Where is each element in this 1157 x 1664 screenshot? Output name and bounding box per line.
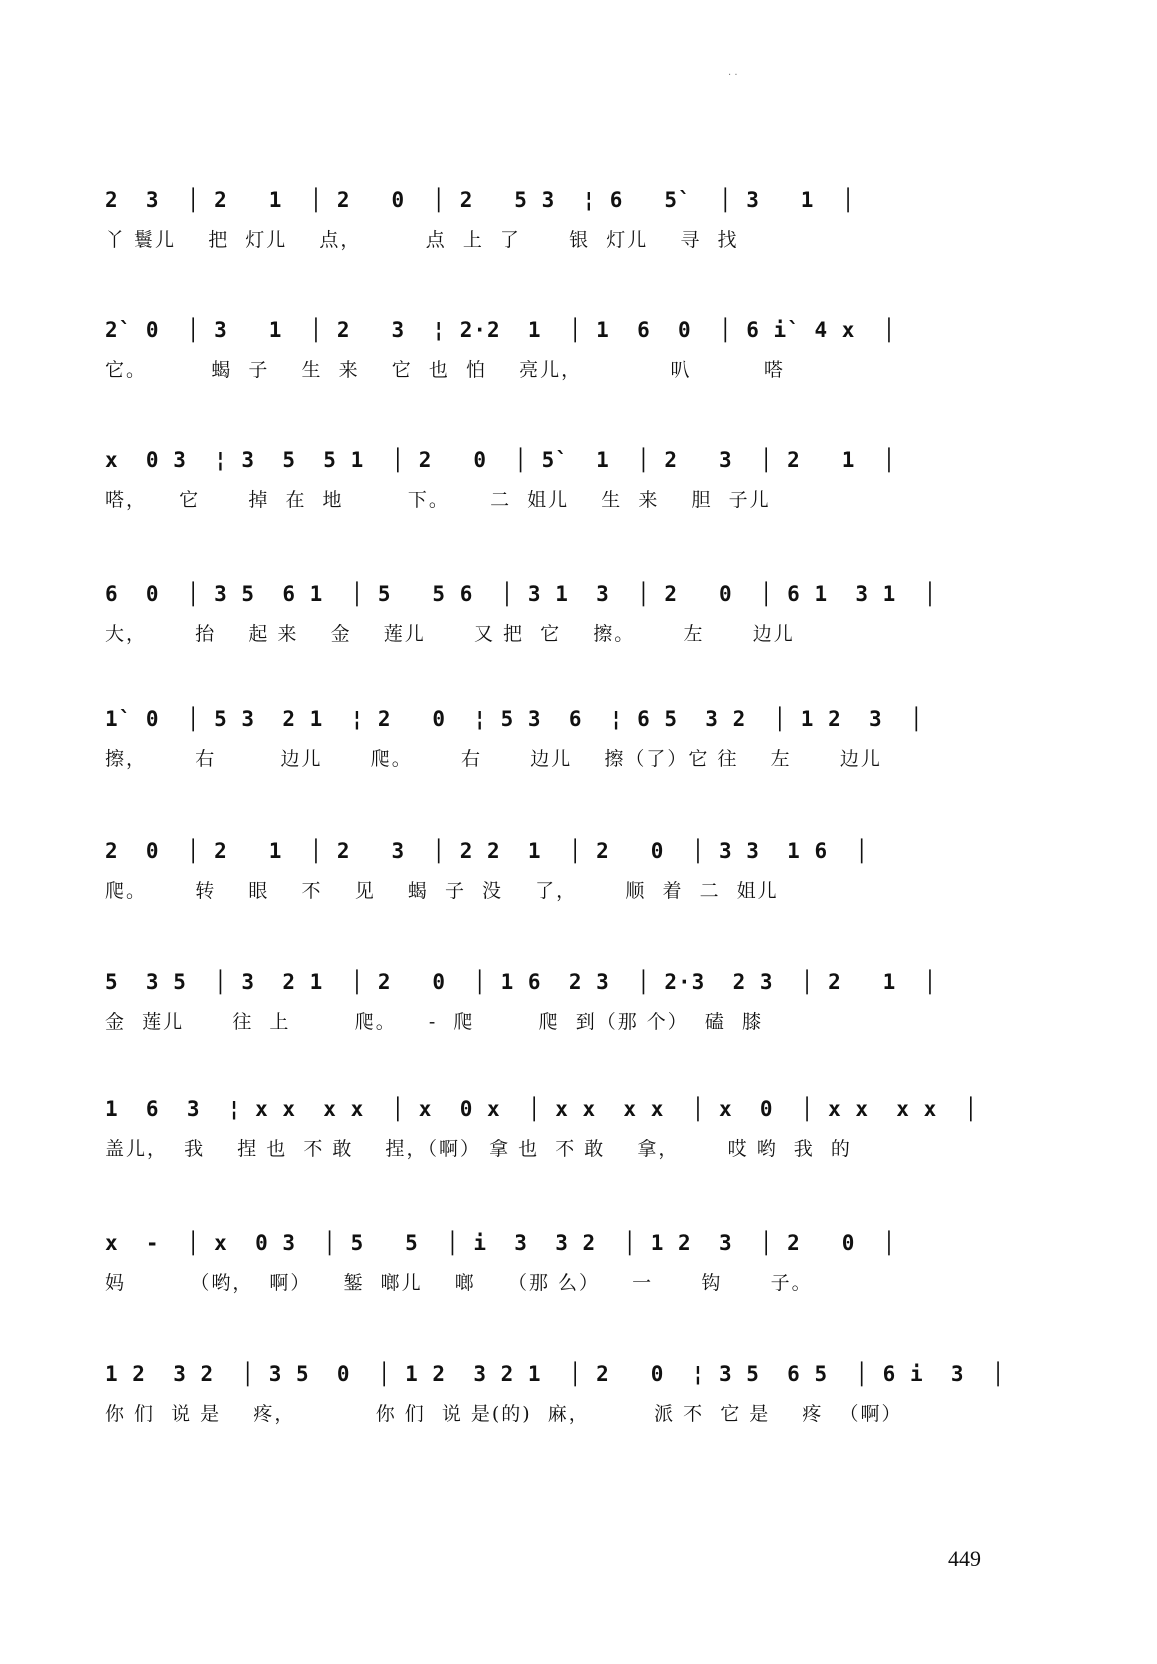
notation-line: 2` 0 │ 3 1 │ 2 3 ¦ 2·2 1 │ 1 6 0 │ 6 i` 4 x │ — [105, 318, 897, 342]
notation-line: 2 3 │ 2 1 │ 2 0 │ 2 5 3 ¦ 6 5` │ 3 1 │ — [105, 188, 856, 212]
lyrics-line: 大， 抬 起 来 金 莲儿 又 把 它 擦。 左 边儿 — [105, 623, 795, 645]
notation-line: 2 0 │ 2 1 │ 2 3 │ 2 2 1 │ 2 0 │ 3 3 1 6 │ — [105, 839, 870, 863]
page-number: 449 — [948, 1546, 981, 1571]
notation-line: 1` 0 │ 5 3 2 1 ¦ 2 0 ¦ 5 3 6 ¦ 6 5 3 2 │ 1 2 3 │ — [105, 707, 924, 731]
lyrics-line: 爬。 转 眼 不 见 蝎 子 没 了， 顺 着 二 姐儿 — [105, 880, 779, 902]
lyrics-line: 嗒， 它 掉 在 地 下。 二 姐儿 生 来 胆 子儿 — [105, 489, 771, 511]
notation-line: 6 0 │ 3 5 6 1 │ 5 5 6 │ 3 1 3 │ 2 0 │ 6 1 3 1 │ — [105, 582, 938, 606]
score-system-4 — [105, 577, 985, 649]
notation-line: 1 2 3 2 │ 3 5 0 │ 1 2 3 2 1 │ 2 0 ¦ 3 5 6 5 │ 6 i 3 │ — [105, 1362, 1006, 1386]
notation-line: 5 3 5 │ 3 2 1 │ 2 0 │ 1 6 2 3 │ 2·3 2 3 │ 2 1 │ — [105, 970, 938, 994]
score-system-6 — [105, 834, 985, 906]
lyrics-line: 盖儿， 我 捏 也 不 敢 捏，（啊） 拿 也 不 敢 拿， 哎 哟 我 的 — [105, 1138, 852, 1160]
lyrics-line: 它。 蝎 子 生 来 它 也 怕 亮儿， 叭 嗒 — [105, 359, 785, 381]
lyrics-line: 擦， 右 边儿 爬。 右 边儿 擦（了）它 往 左 边儿 — [105, 748, 882, 770]
score-system-2 — [105, 313, 985, 385]
lyrics-line: 你 们 说 是 疼， 你 们 说 是(的) 麻， 派 不 它 是 疼 （啊） — [105, 1403, 903, 1425]
lyrics-line: 金 莲儿 往 上 爬。 - 爬 爬 到（那 个） 磕 膝 — [105, 1011, 763, 1033]
stray-mark: · · — [728, 70, 738, 81]
score-system-1 — [105, 183, 985, 255]
lyrics-line: 妈 （哟， 啊） 錾 啷儿 啷 （那 么） 一 钩 子。 — [105, 1272, 813, 1294]
lyrics-line: 丫 鬟儿 把 灯儿 点， 点 上 了 银 灯儿 寻 找 — [105, 229, 739, 251]
score-system-8 — [105, 1092, 985, 1164]
score-system-7 — [105, 965, 985, 1037]
notation-line: x - │ x 0 3 │ 5 5 │ i 3 3 2 │ 1 2 3 │ 2 0 │ — [105, 1231, 897, 1255]
notation-line: 1 6 3 ¦ x x x x │ x 0 x │ x x x x │ x 0 │ x x x x │ — [105, 1097, 979, 1121]
score-system-5 — [105, 702, 985, 774]
notation-line: x 0 3 ¦ 3 5 5 1 │ 2 0 │ 5` 1 │ 2 3 │ 2 1 │ — [105, 448, 897, 472]
score-system-3 — [105, 443, 985, 515]
score-system-9 — [105, 1226, 985, 1298]
score-system-10 — [105, 1357, 1006, 1429]
